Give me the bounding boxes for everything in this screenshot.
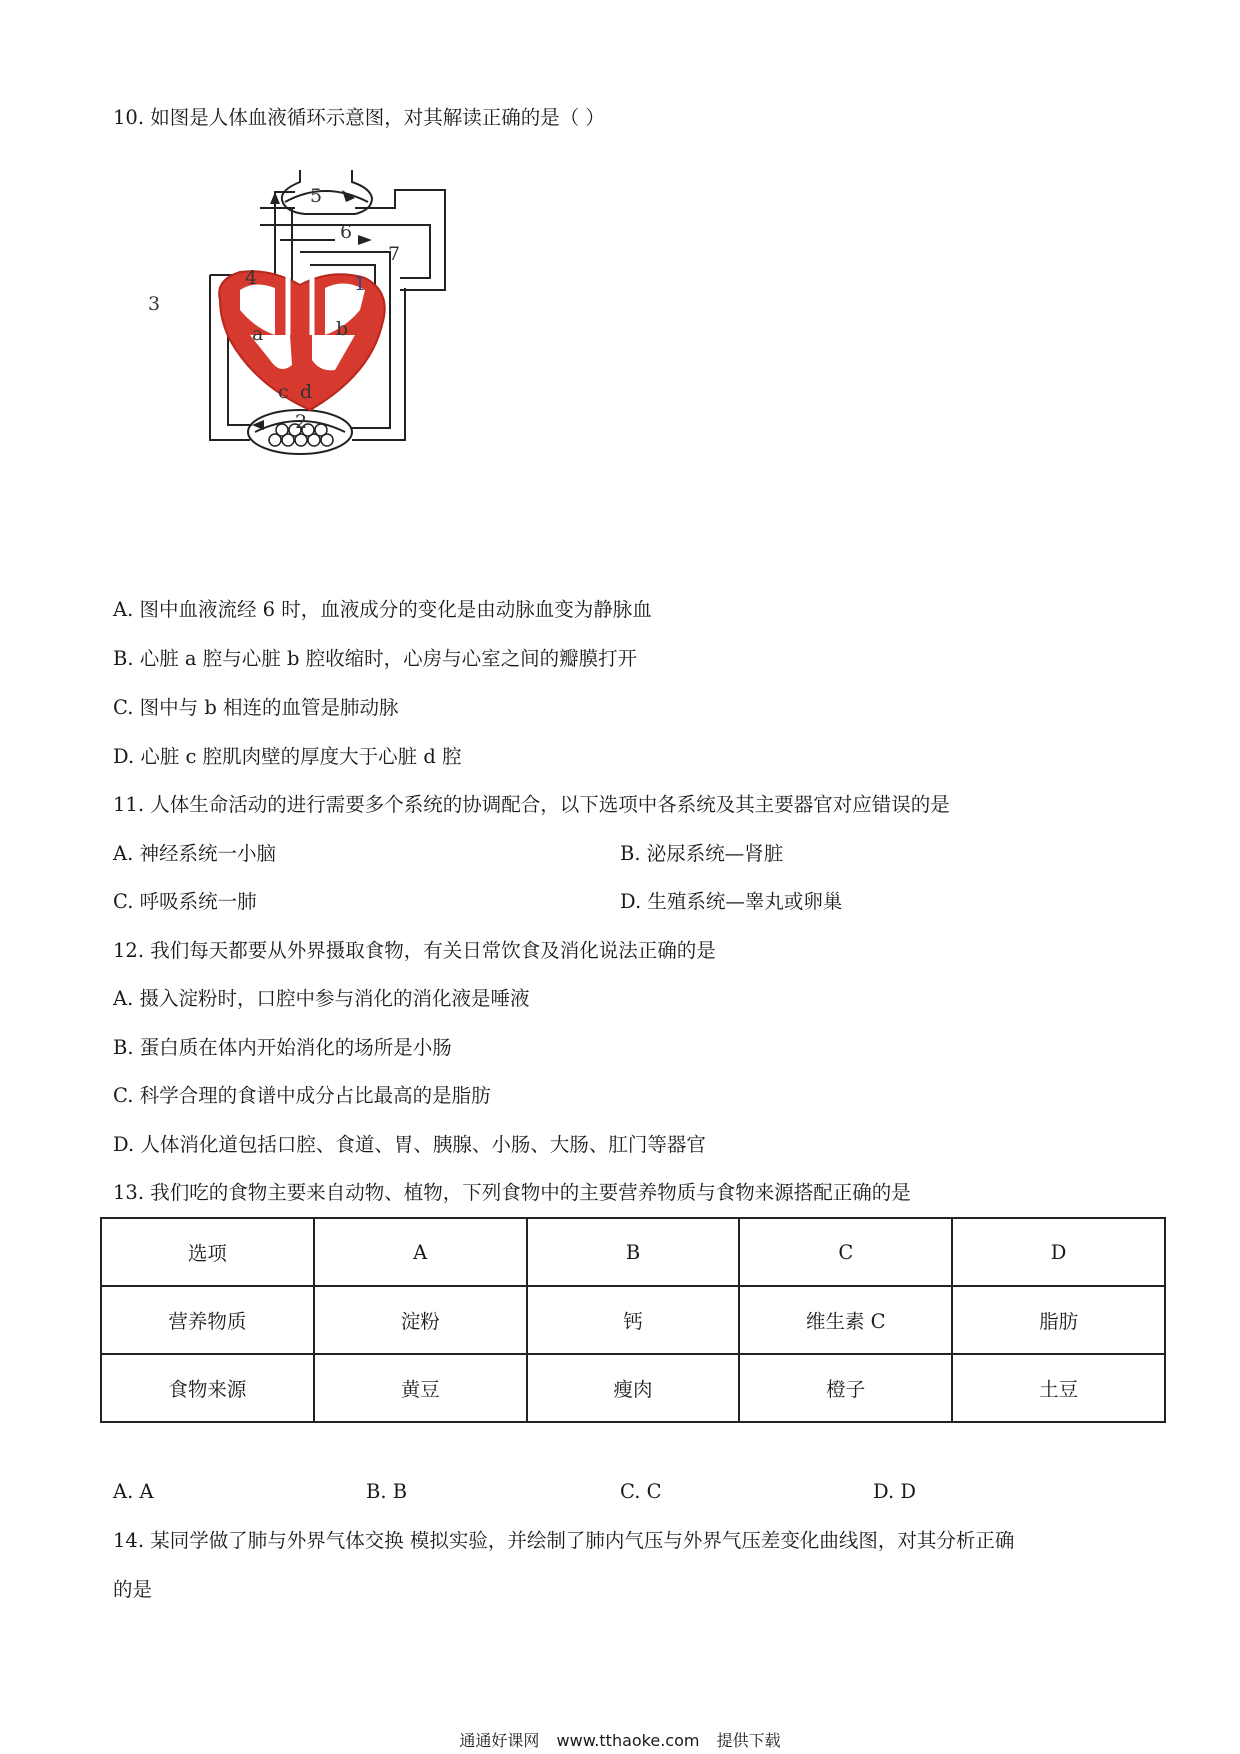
- footer-site-name: 通通好课网: [459, 1731, 540, 1750]
- label-b: b: [336, 318, 349, 340]
- label-5: 5: [310, 185, 323, 207]
- q13-stem: 13. 我们吃的食物主要来自动物、植物，下列食物中的主要营养物质与食物来源搭配正确的是: [113, 1181, 911, 1204]
- q10-option-a: A. 图中血液流经 6 时，血液成分的变化是由动脉血变为静脉血: [113, 598, 652, 621]
- table-cell: 瘦肉: [527, 1354, 740, 1422]
- q12-option-b: B. 蛋白质在体内开始消化的场所是小肠: [113, 1036, 452, 1059]
- q12-stem: 12. 我们每天都要从外界摄取食物，有关日常饮食及消化说法正确的是: [113, 939, 716, 962]
- q13-option-c: C. C: [620, 1480, 662, 1503]
- table-cell: 钙: [527, 1286, 740, 1354]
- table-cell: 土豆: [952, 1354, 1165, 1422]
- q11-option-a: A. 神经系统一小脑: [113, 842, 276, 865]
- circulation-svg: [148, 160, 460, 520]
- q13-option-a: A. A: [113, 1480, 154, 1503]
- table-cell: 选项: [101, 1218, 314, 1286]
- nutrient-source-table: [100, 1217, 1166, 1423]
- table-cell: 黄豆: [314, 1354, 527, 1422]
- footer-download-text: 提供下载: [716, 1731, 781, 1750]
- table-row: [101, 1218, 1165, 1286]
- lung-capillary-arc: [285, 191, 368, 202]
- label-3: 3: [148, 293, 161, 315]
- table-cell: A: [314, 1218, 527, 1286]
- blood-circulation-diagram: [148, 160, 460, 520]
- q11-option-d: D. 生殖系统—睾丸或卵巢: [620, 890, 843, 913]
- table-cell: 维生素 C: [739, 1286, 952, 1354]
- table-cell: 淀粉: [314, 1286, 527, 1354]
- q12-option-d: D. 人体消化道包括口腔、食道、胃、胰腺、小肠、大肠、肛门等器官: [113, 1133, 706, 1156]
- label-4: 4: [245, 267, 258, 289]
- table-row: [101, 1286, 1165, 1354]
- q11-stem: 11. 人体生命活动的进行需要多个系统的协调配合，以下选项中各系统及其主要器官对应错误的是: [113, 793, 950, 816]
- q11-option-b: B. 泌尿系统—肾脏: [620, 842, 784, 865]
- label-1: 1: [354, 273, 367, 295]
- label-c: c: [278, 381, 289, 403]
- q10-option-b: B. 心脏 a 腔与心脏 b 腔收缩时，心房与心室之间的瓣膜打开: [113, 647, 638, 670]
- arrow-right: [358, 235, 372, 245]
- label-d: d: [300, 381, 313, 403]
- table-cell: B: [527, 1218, 740, 1286]
- page-footer: [0, 1728, 1240, 1751]
- table-cell: C: [739, 1218, 952, 1286]
- q12-option-c: C. 科学合理的食谱中成分占比最高的是脂肪: [113, 1084, 491, 1107]
- label-2: 2: [295, 411, 308, 433]
- q10-option-c: C. 图中与 b 相连的血管是肺动脉: [113, 696, 399, 719]
- q13-option-b: B. B: [366, 1480, 408, 1503]
- label-7: 7: [388, 243, 401, 265]
- q14-stem-cont: 的是: [113, 1578, 153, 1601]
- q13-option-d: D. D: [873, 1480, 916, 1503]
- label-6: 6: [340, 221, 353, 243]
- q12-option-a: A. 摄入淀粉时，口腔中参与消化的消化液是唾液: [113, 987, 530, 1010]
- q14-stem: 14. 某同学做了肺与外界气体交换 模拟实验，并绘制了肺内气压与外界气压差变化曲线图，对其分析正确: [113, 1529, 1015, 1552]
- q11-option-c: C. 呼吸系统一肺: [113, 890, 257, 913]
- table-cell: 橙子: [739, 1354, 952, 1422]
- table-cell: 营养物质: [101, 1286, 314, 1354]
- arrow-up: [270, 192, 280, 204]
- table-cell: 食物来源: [101, 1354, 314, 1422]
- table-cell: 脂肪: [952, 1286, 1165, 1354]
- table-row: [101, 1354, 1165, 1422]
- q10-option-d: D. 心脏 c 腔肌肉壁的厚度大于心脏 d 腔: [113, 745, 462, 768]
- footer-url[interactable]: www.tthaoke.com: [556, 1731, 700, 1750]
- q10-stem: 10. 如图是人体血液循环示意图，对其解读正确的是（ ）: [113, 106, 605, 129]
- table-cell: D: [952, 1218, 1165, 1286]
- label-a: a: [252, 323, 264, 345]
